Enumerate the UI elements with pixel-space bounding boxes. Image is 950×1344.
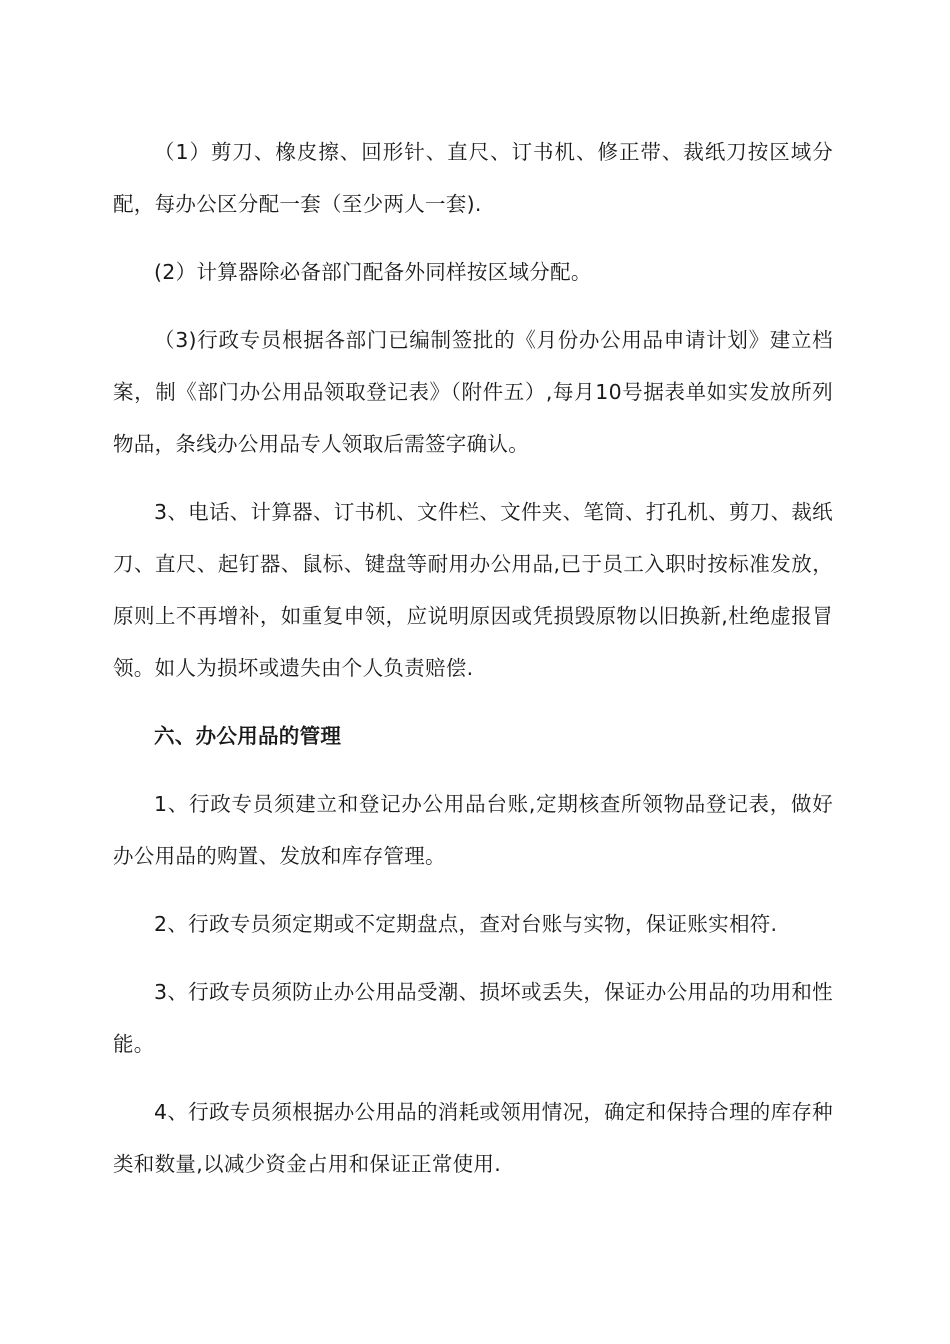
paragraph-1-2: (2）计算器除必备部门配备外同样按区域分配。 xyxy=(154,260,592,284)
paragraph-1-3: （3)行政专员根据各部门已编制签批的《月份办公用品申请计划》建立档案，制《部门办公用品领取登记表》（附件五）,每月10号据表单如实发放所列物品，条线办公用品专人领取后需签字确认。 xyxy=(113,328,833,456)
document-body xyxy=(113,126,833,1206)
paragraph-1-1: （1）剪刀、橡皮擦、回形针、直尺、订书机、修正带、裁纸刀按区域分配，每办公区分配一套（至少两人一套). xyxy=(113,140,833,216)
paragraph-6-3: 3、行政专员须防止办公用品受潮、损坏或丢失，保证办公用品的功用和性能。 xyxy=(113,980,833,1056)
paragraph-6-1: 1、行政专员须建立和登记办公用品台账,定期核查所领物品登记表，做好办公用品的购置、发放和库存管理。 xyxy=(113,792,833,868)
paragraph-3-durable-supplies: 3、电话、计算器、订书机、文件栏、文件夹、笔筒、打孔机、剪刀、裁纸刀、直尺、起钉器、鼠标、键盘等耐用办公用品,已于员工入职时按标准发放，原则上不再增补，如重复申领，应说明原因或凭损毁原物以旧换新,杜绝虚报冒领。如人为损坏或遗失由个人负责赔偿. xyxy=(113,500,833,680)
paragraph-6-2: 2、行政专员须定期或不定期盘点，查对台账与实物，保证账实相符. xyxy=(154,912,778,936)
paragraph-6-4: 4、行政专员须根据办公用品的消耗或领用情况，确定和保持合理的库存种类和数量,以减少资金占用和保证正常使用. xyxy=(113,1100,833,1176)
section-heading-6: 六、办公用品的管理 xyxy=(154,724,342,748)
